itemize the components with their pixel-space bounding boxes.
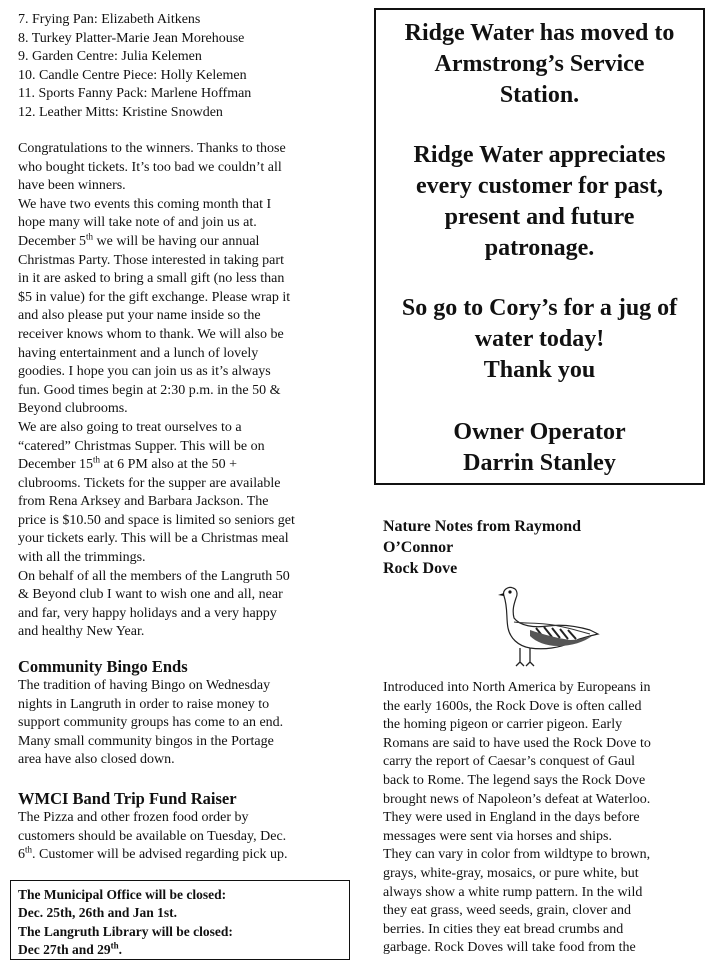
text-line: and far, very happy holidays and a very happy xyxy=(18,605,277,621)
prize-item: 9. Garden Centre: Julia Kelemen xyxy=(18,49,202,65)
text-line: support community groups has come to an end. xyxy=(18,715,284,731)
rock-dove-illustration xyxy=(486,582,600,670)
text-line: price is $10.50 and space is limited so seniors get xyxy=(18,512,295,528)
text-line: from Rena Arksey and Barbara Jackson. The xyxy=(18,494,269,510)
notice-date-superscript: th xyxy=(110,940,119,951)
text-line: $5 in value) for the gift exchange. Please wrap it xyxy=(18,289,291,305)
text-line: Beyond clubrooms. xyxy=(18,401,128,417)
text-line: and healthy New Year. xyxy=(18,624,145,640)
notice-line: The Municipal Office will be closed: xyxy=(18,887,227,902)
ad-line: Armstrong’s Service xyxy=(434,51,645,77)
text-line: Christmas Party. Those interested in taking part xyxy=(18,252,284,268)
bingo-article xyxy=(18,657,348,770)
text-line: brought news of Napoleon’s defeat at Waterloo. xyxy=(383,791,651,807)
text-line: clubrooms. Tickets for the supper are available xyxy=(18,475,281,491)
prize-item: 10. Candle Centre Piece: Holly Kelemen xyxy=(18,67,247,83)
party-date-line xyxy=(18,233,342,252)
supper-date-superscript: th xyxy=(93,454,101,465)
text-line: We have two events this coming month that I xyxy=(18,196,272,212)
ad-line: Darrin Stanley xyxy=(463,450,616,476)
text-line: & Beyond club I want to wish one and all, near xyxy=(18,587,283,603)
closure-notice xyxy=(10,880,350,960)
ad-line: every customer for past, xyxy=(415,173,664,199)
text-line: the homing pigeon or carrier pigeon. Early xyxy=(383,717,623,733)
ad-line: Station. xyxy=(499,82,580,108)
text-line: your tickets early. This will be a Christmas meal xyxy=(18,531,289,547)
text-line: The tradition of having Bingo on Wednesday xyxy=(18,678,271,693)
text-line: They were used in England in the days before xyxy=(383,810,640,826)
text-line: berries. In cities they eat bread crumbs and xyxy=(383,921,624,937)
ad-line: water today! xyxy=(474,326,605,352)
band-article xyxy=(18,789,348,865)
ad-line: Owner Operator xyxy=(453,419,626,445)
bingo-heading: Community Bingo Ends xyxy=(18,657,188,676)
text-line: fun. Good times begin at 2:30 p.m. in the 50 & xyxy=(18,382,281,398)
ad-line: Ridge Water has moved to xyxy=(404,20,675,46)
text-line: back to Rome. The legend says the Rock Dove xyxy=(383,772,646,788)
text-line: Many small community bingos in the Portage xyxy=(18,733,274,749)
text-line: have been winners. xyxy=(18,178,126,194)
heading-line: Nature Notes from Raymond xyxy=(383,518,582,535)
heading-line: O’Connor xyxy=(383,539,454,556)
ad-moved-block xyxy=(376,18,703,111)
party-date-superscript: th xyxy=(86,231,94,242)
prize-item: 8. Turkey Platter-Marie Jean Morehouse xyxy=(18,30,245,46)
party-date-text: December 5 xyxy=(18,233,87,249)
notice-line: The Langruth Library will be closed: xyxy=(18,923,233,939)
rock-dove-article xyxy=(383,679,709,958)
text-line: Romans are said to have used the Rock Dove to xyxy=(383,735,651,751)
band-date-text: 6 xyxy=(18,847,25,863)
text-line: We are also going to treat ourselves to a xyxy=(18,419,242,435)
text-line: customers should be available on Tuesday, Dec. xyxy=(18,828,287,844)
supper-date-rest: at 6 PM also at the 50 + xyxy=(100,457,238,473)
text-line: and also please put your name inside so the xyxy=(18,308,261,324)
text-line: grays, white-gray, mosaics, or pure white, but xyxy=(383,865,639,881)
ad-owner-block xyxy=(376,417,703,479)
prize-item: 7. Frying Pan: Elizabeth Aitkens xyxy=(18,12,201,27)
text-line: Congratulations to the winners. Thanks to those xyxy=(18,141,286,156)
party-date-rest: we will be having our annual xyxy=(93,233,260,249)
ad-line: patronage. xyxy=(484,235,595,261)
text-line: who bought tickets. It’s too bad we couldn’t all xyxy=(18,159,282,175)
band-date-rest: . Customer will be advised regarding pick up. xyxy=(32,847,288,863)
ad-line: Ridge Water appreciates xyxy=(413,142,666,168)
ad-line: So go to Cory’s for a jug of xyxy=(401,295,678,321)
nature-notes-heading xyxy=(383,516,581,579)
notice-date-text: Dec 27th and 29 xyxy=(18,941,111,957)
text-line: in it are asked to bring a small gift (no less than xyxy=(18,271,285,287)
text-line: area have also closed down. xyxy=(18,752,175,768)
text-line: nights in Langruth in order to raise money to xyxy=(18,696,270,712)
band-date-superscript: th xyxy=(25,844,33,855)
text-line: messages were sent via horses and ships. xyxy=(383,828,613,844)
ad-appreciates-block xyxy=(376,140,703,264)
text-line: the early 1600s, the Rock Dove is often called xyxy=(383,698,642,714)
prize-item: 11. Sports Fanny Pack: Marlene Hoffman xyxy=(18,86,252,102)
text-line: Introduced into North America by Europeans in xyxy=(383,680,651,695)
band-date-line xyxy=(18,846,348,865)
text-line: The Pizza and other frozen food order by xyxy=(18,810,249,825)
prize-list xyxy=(18,11,348,123)
text-line: garbage. Rock Doves will take food from the xyxy=(383,940,636,956)
notice-date-rest: . xyxy=(118,941,123,957)
text-line: hope many will take note of and join us at. xyxy=(18,215,257,231)
text-line: goodies. I hope you can join us as it’s always xyxy=(18,364,271,380)
ridge-water-ad xyxy=(374,8,705,485)
text-line: always show a white rump pattern. In the wild xyxy=(383,884,643,900)
band-heading: WMCI Band Trip Fund Raiser xyxy=(18,789,237,808)
christmas-article xyxy=(18,140,342,642)
supper-date-line xyxy=(18,456,342,475)
notice-date-line xyxy=(18,941,342,959)
supper-date-text: December 15 xyxy=(18,457,94,473)
ad-line: present and future xyxy=(444,204,635,230)
notice-line: Dec. 25th, 26th and Jan 1st. xyxy=(18,905,178,921)
text-line: they eat grass, weed seeds, grain, clover and xyxy=(383,903,632,919)
text-line: carry the report of Caesar’s conquest of Gaul xyxy=(383,754,636,770)
heading-line: Rock Dove xyxy=(383,560,458,577)
text-line: receiver knows whom to thank. We will also be xyxy=(18,326,284,342)
ad-line: Thank you xyxy=(483,357,596,383)
text-line: having entertainment and a lunch of lovely xyxy=(18,345,259,361)
text-line: On behalf of all the members of the Langruth 50 xyxy=(18,568,290,584)
text-line: “catered” Christmas Supper. This will be on xyxy=(18,438,265,454)
ad-go-block xyxy=(376,293,703,386)
text-line: They can vary in color from wildtype to brown, xyxy=(383,847,651,863)
text-line: with all the trimmings. xyxy=(18,550,146,566)
prize-item: 12. Leather Mitts: Kristine Snowden xyxy=(18,104,223,120)
